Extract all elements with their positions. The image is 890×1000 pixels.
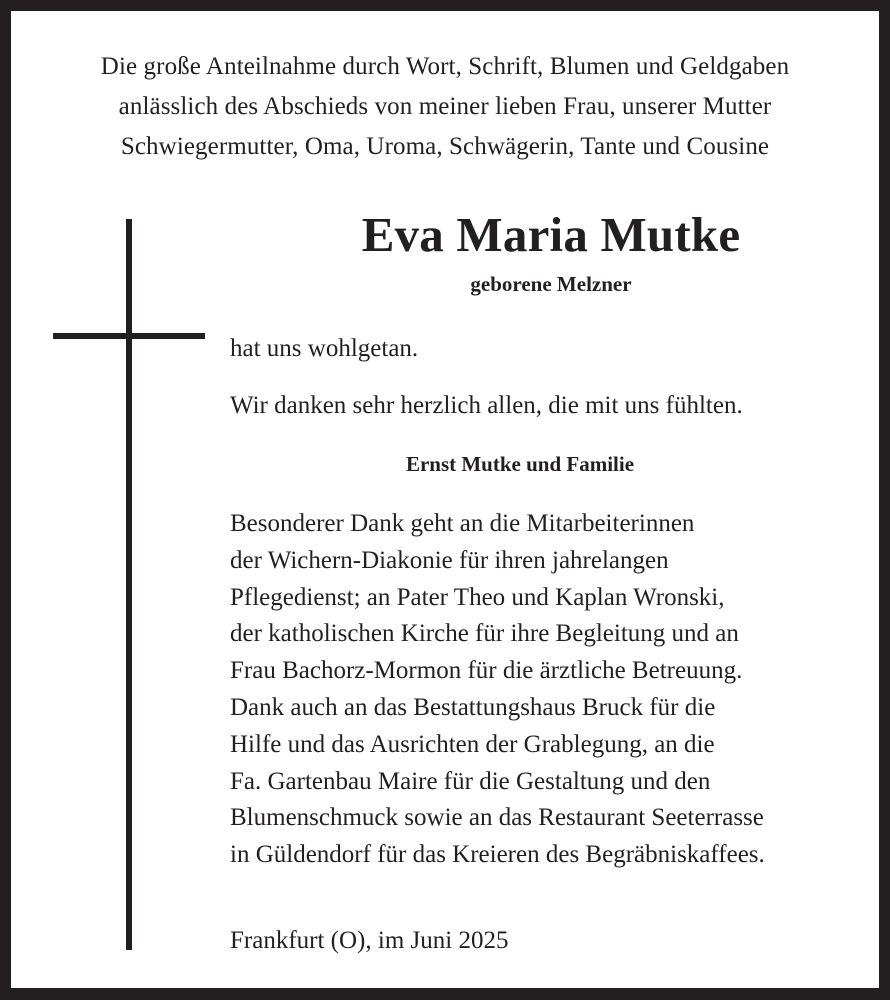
intro-line: anlässlich des Abschieds von meiner lieben Frau, unserer Mutter — [118, 93, 772, 120]
thanks-line: Hilfe und das Ausrichten der Grablegung, an die — [230, 730, 715, 758]
special-thanks-text — [230, 506, 765, 874]
thanks-line: Dank auch an das Bestattungshaus Bruck für die — [230, 693, 716, 721]
cross-horizontal-bar — [53, 333, 205, 339]
thanks-line: Besonderer Dank geht an die Mitarbeiterinnen — [230, 510, 695, 537]
signature: Ernst Mutke und Familie — [405, 452, 635, 476]
intro-text — [0, 47, 890, 167]
thanks-line: Frau Bachorz-Mormon für die ärztliche Betreuung. — [230, 657, 743, 685]
maiden-name: geborene Melzner — [470, 272, 632, 296]
deceased-name: Eva Maria Mutke — [361, 207, 741, 262]
intro-line: Die große Anteilnahme durch Wort, Schrift, Blumen und Geldgaben — [100, 53, 790, 80]
thanks-line: Blumenschmuck sowie an das Restaurant Seeterrasse — [230, 804, 764, 832]
place-and-date: Frankfurt (O), im Juni 2025 — [230, 927, 509, 954]
thanks-line: in Güldendorf für das Kreieren des Begräbniskaffees. — [230, 841, 765, 869]
intro-line: Schwiegermutter, Oma, Uroma, Schwägerin, Tante und Cousine — [120, 133, 770, 160]
cross-vertical-bar — [126, 219, 132, 950]
thanks-line: der katholischen Kirche für ihre Begleitung und an — [230, 620, 739, 648]
statement-text: hat uns wohlgetan. — [230, 335, 419, 362]
gratitude-text: Wir danken sehr herzlich allen, die mit uns fühlten. — [230, 392, 743, 419]
thanks-line: Pflegedienst; an Pater Theo und Kaplan Wronski, — [230, 583, 725, 611]
thanks-line: der Wichern-Diakonie für ihren jahrelangen — [230, 546, 669, 574]
thanks-line: Fa. Gartenbau Maire für die Gestaltung und den — [230, 767, 711, 795]
